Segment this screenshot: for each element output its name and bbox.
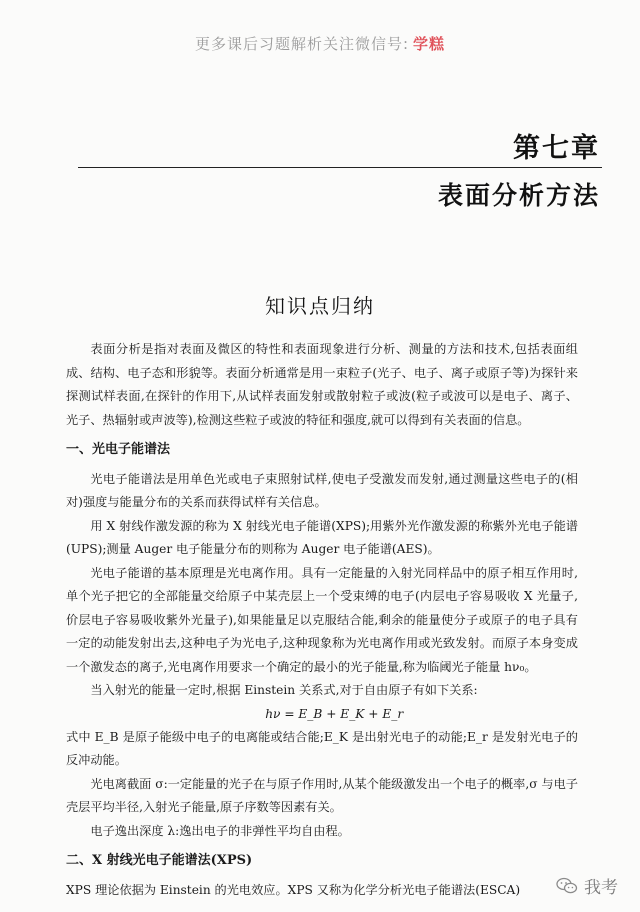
heading-photoelectron: 一、光电子能谱法: [66, 442, 171, 457]
paragraph-cross-section: 光电离截面 σ:一定能量的光子在与原子作用时,从某个能级激发出一个电子的概率,σ 与电子壳层平均半径,入射光子能量,原子序数等因素有关。: [66, 776, 578, 814]
paragraph-xps: XPS 理论依据为 Einstein 的光电效应。XPS 又称为化学分析光电子能谱法(ESCA): [66, 882, 521, 897]
paragraph-principle: 光电子能谱的基本原理是光电离作用。具有一定能量的入射光同样品中的原子相互作用时,单个光子把它的全部能量交给原子中某壳层上一个受束缚的电子(内层电子容易吸收 X 光量子,价层电子容易吸收紫外光量子),如果能量足以克服结合能,剩余的能量使分子或原子的电子具有一定的动能发射出去,这种电子为光电子,这种现象称为光电离作用或光致发射。而原子本身变成一个激发态的离子,光电离作用要求一个确定的最小的光子能量,称为临阈光子能量 hν₀。: [66, 565, 578, 674]
top-banner: [0, 33, 640, 54]
intro-paragraph: 表面分析是指对表面及微区的特性和表面现象进行分析、测量的方法和技术,包括表面组成、结构、电子态和形貌等。表面分析通常是用一束粒子(光子、电子、离子或原子等)为探针来探测试样表面,在探针的作用下,从试样表面发射或散射粒子或波(粒子或波可以是电子、离子、光子、热辐射或声波等),检测这些粒子或波的特征和强度,就可以得到有关表面的信息。: [66, 342, 578, 427]
wechat-icon: [556, 877, 578, 895]
watermark-text: 我考: [584, 878, 618, 898]
watermark: [556, 873, 618, 898]
paragraph-einstein: 当入射光的能量一定时,根据 Einstein 关系式,对于自由原子有如下关系:: [90, 683, 478, 697]
page-body: [66, 338, 578, 902]
chapter-title: 表面分析方法: [437, 181, 600, 210]
paragraph-types: 用 X 射线作激发源的称为 X 射线光电子能谱(XPS);用紫外光作激发源的称紫外光电子能谱(UPS);测量 Auger 电子能量分布的则称为 Auger 电子能谱(AES)。: [66, 518, 578, 556]
paragraph-escape-depth: 电子逸出深度 λ:逸出电子的非弹性平均自由程。: [90, 823, 350, 838]
paragraph-formula-terms: 式中 E_B 是原子能级中电子的电离能或结合能;E_K 是出射光电子的动能;E_r 是发射光电子的反冲动能。: [66, 729, 578, 767]
einstein-formula: hν = E_B + E_K + E_r: [265, 706, 404, 721]
banner-brand[interactable]: 学糕: [413, 35, 446, 53]
paragraph-definition: 光电子能谱法是用单色光或电子束照射试样,使电子受激发而发射,通过测量这些电子的(相对)强度与能量分布的关系而获得试样有关信息。: [66, 471, 578, 509]
chapter-divider: [78, 167, 602, 168]
heading-xps: 二、X 射线光电子能谱法(XPS): [66, 853, 253, 868]
chapter-number: 第七章: [513, 133, 600, 164]
banner-text: 更多课后习题解析关注微信号:: [194, 35, 410, 53]
section-title: 知识点归纳: [265, 294, 375, 318]
